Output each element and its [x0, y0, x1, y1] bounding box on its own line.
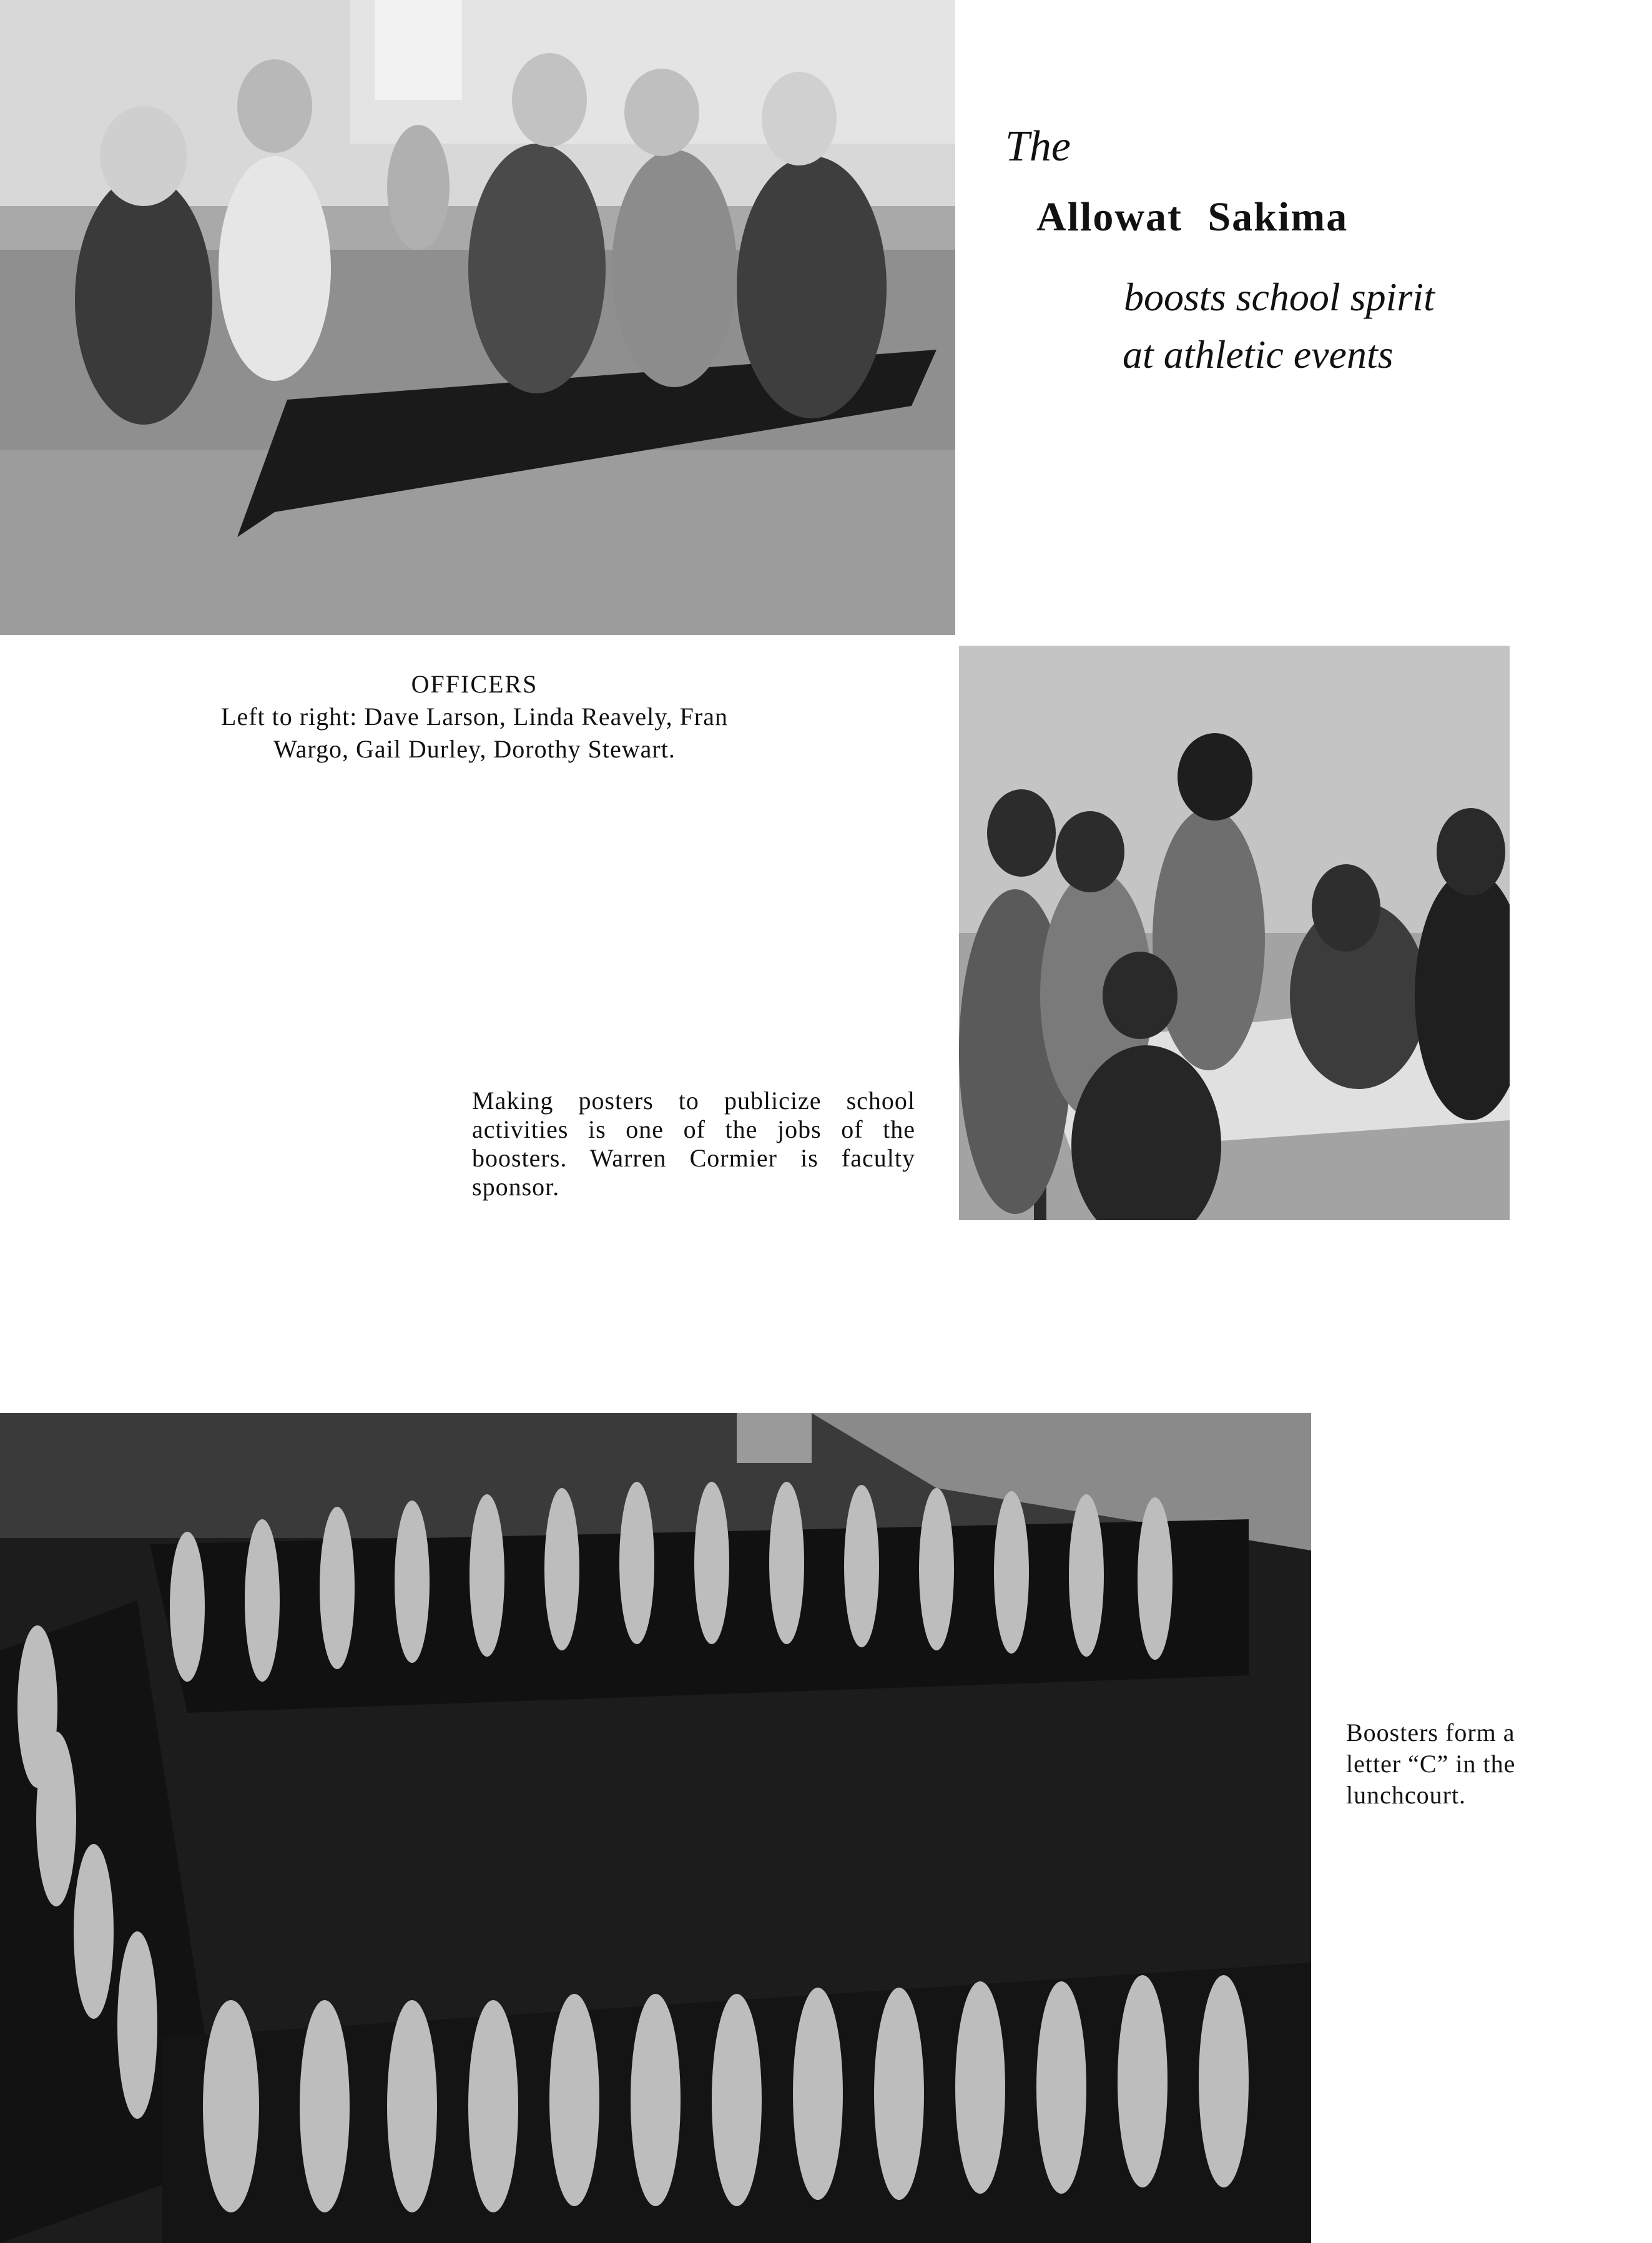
club-name-heading: Allowat Sakima — [1036, 194, 1349, 240]
officers-photo — [0, 0, 955, 635]
heading-the: The — [1005, 122, 1071, 170]
subtitle — [1124, 269, 1435, 383]
letter-c-caption: Boosters form a letter “C” in the lunchcourt. — [1346, 1718, 1516, 1809]
officers-caption-title: OFFICERS — [411, 670, 538, 698]
subtitle-line-2: at athletic events — [1123, 332, 1394, 377]
posters-caption: Making posters to publicize school activities is one of the jobs of the boosters. Warren Cormier is faculty sponsor. — [472, 1087, 915, 1201]
letter-c-photo — [0, 1413, 1311, 2243]
subtitle-line-1: boosts school spirit — [1124, 275, 1435, 319]
officers-caption-body: Left to right: Dave Larson, Linda Reavely, Fran Wargo, Gail Durley, Dorothy Stewart. — [221, 702, 728, 763]
posters-photo — [959, 646, 1510, 1220]
officers-caption — [200, 668, 749, 766]
